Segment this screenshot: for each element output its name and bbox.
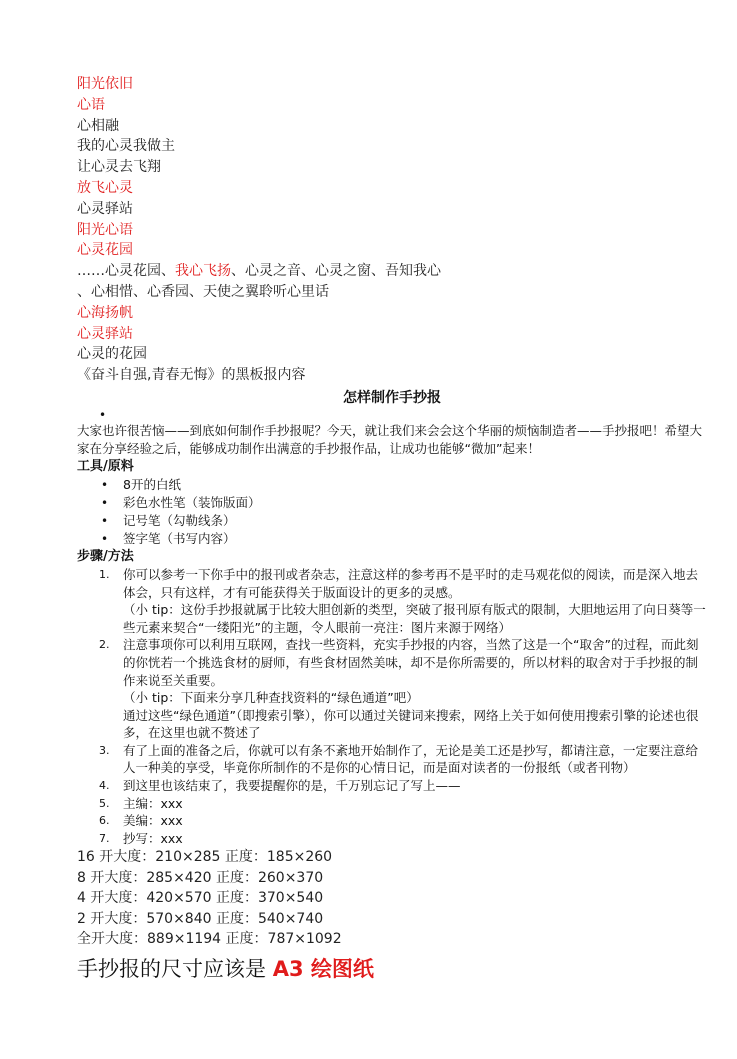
link-text: 、心灵之音、心灵之窗、吾知我心: [231, 263, 441, 280]
link-list-2: [77, 303, 707, 386]
step-text: （小 tip：下面来分享几种查找资料的“绿色通道”吧）: [123, 690, 419, 706]
step-item: [77, 812, 707, 830]
step-item: [77, 777, 707, 795]
link-item[interactable]: 阳光依旧: [77, 76, 133, 92]
text-item: 心相融: [77, 117, 119, 134]
step-number: 6.: [99, 814, 110, 828]
step-text: 抄写：xxx: [123, 830, 183, 846]
link-list: [77, 74, 707, 261]
link-item[interactable]: 心灵花园: [77, 242, 133, 259]
step-text: （小 tip：这份手抄报就属于比较大胆创新的类型，突破了报刊原有版式的限制，大胆地运用了向日葵等一些元素来契合“一缕阳光”的主题，令人眼前一亮注：图片来源于网络）: [123, 602, 706, 635]
link-wo-xin-fei-yang[interactable]: 我心飞扬: [175, 263, 231, 280]
link-item[interactable]: 心海扬帆: [77, 304, 133, 321]
article-intro: 大家也许很苦恼——到底如何制作手抄报呢？今天，就让我们来会会这个华丽的烦恼制造者——手抄报吧！希望大家在分享经验之后，能够成功制作出满意的手抄报作品，让成功也能够“微加”起来！: [77, 422, 703, 456]
text-item: 让心灵去飞翔: [77, 159, 161, 176]
size-line: 4 开大度：420×570 正度：370×540: [77, 890, 324, 907]
step-number: 2.: [99, 638, 110, 652]
tool-item: • 签字笔（书写内容）: [77, 530, 707, 548]
tools-list: [77, 476, 707, 548]
size-line: 2 开大度：570×840 正度：540×740: [77, 910, 324, 927]
link-item[interactable]: 心灵驿站: [77, 325, 133, 342]
size-line: 全开大度：889×1194 正度：787×1092: [77, 931, 342, 948]
text-item: 《奋斗自强,青春无悔》的黑板报内容: [77, 367, 306, 384]
step-text: 美编：xxx: [123, 813, 183, 829]
mixed-link-line: [77, 261, 707, 282]
size-line: 8 开大度：285×420 正度：260×370: [77, 869, 324, 886]
step-item: [77, 830, 707, 848]
text-item: 心灵的花园: [77, 346, 147, 363]
article-title: 怎样制作手抄报: [343, 389, 441, 406]
text-item: 我的心灵我做主: [77, 138, 175, 155]
step-item: [77, 566, 707, 636]
step-text: 有了上面的准备之后，你就可以有条不紊地开始制作了，无论是美工还是抄写，都请注意，一定要注意给人一种美的享受，毕竟你所制作的不是你的心情日记，而是面对读者的一份报纸（或者刊物）: [123, 742, 699, 776]
step-number: 4.: [99, 779, 110, 793]
tool-item: • 记号笔（勾勒线条）: [77, 512, 707, 530]
step-number: 1.: [99, 567, 110, 581]
bullet-marker: •: [99, 407, 107, 422]
step-item: [77, 795, 707, 813]
step-text: 通过这些“绿色通道”（即搜索引擎），你可以通过关键词来搜索，网络上关于如何使用搜索引擎的论述也很多，在这里也就不赘述了: [123, 707, 699, 741]
link-item[interactable]: 放飞心灵: [77, 179, 133, 196]
step-number: 7.: [99, 831, 110, 845]
closing-line: [77, 954, 707, 984]
tools-heading: 工具/原料: [77, 458, 134, 474]
step-item: [77, 742, 707, 777]
closing-highlight: A3 绘图纸: [272, 956, 374, 981]
closing-text: 手抄报的尺寸应该是: [77, 956, 273, 981]
step-number: 5.: [99, 796, 110, 810]
tool-item: • 彩色水性笔（装饰版面）: [77, 494, 707, 512]
size-line: 16 开大度：210×285 正度：185×260: [77, 849, 333, 866]
document-page: [77, 74, 707, 984]
step-text: 主编：xxx: [123, 795, 183, 811]
step-text: 注意事项你可以利用互联网，查找一些资料，充实手抄报的内容，当然了这是一个“取舍”的过程，而此刻的你恍若一个挑选食材的厨师，有些食材固然美味，却不是你所需要的，所以材料的取舍对于手抄报的制作来说至关重要。: [123, 637, 699, 688]
step-text: 到这里也该结束了，我要提醒你的是，千万别忘记了写上——: [123, 778, 461, 794]
steps-heading: 步骤/方法: [77, 548, 134, 564]
link-item[interactable]: 阳光心语: [77, 221, 133, 238]
link-item[interactable]: 心语: [77, 96, 105, 113]
tool-item: • 8开的白纸: [77, 476, 707, 494]
link-text: ……心灵花园、: [77, 263, 175, 280]
step-item: [77, 636, 707, 742]
steps-list: [77, 566, 707, 848]
step-text: 你可以参考一下你手中的报刊或者杂志，注意这样的参考再不是平时的走马观花似的阅读，而是深入地去体会，只有这样，才有可能获得关于版面设计的更多的灵感。: [123, 566, 699, 600]
size-list: [77, 847, 707, 950]
mixed-link-line-2: 、心相惜、心香园、天使之翼聆听心里话: [77, 283, 329, 300]
text-item: 心灵驿站: [77, 200, 133, 217]
step-number: 3.: [99, 743, 110, 757]
